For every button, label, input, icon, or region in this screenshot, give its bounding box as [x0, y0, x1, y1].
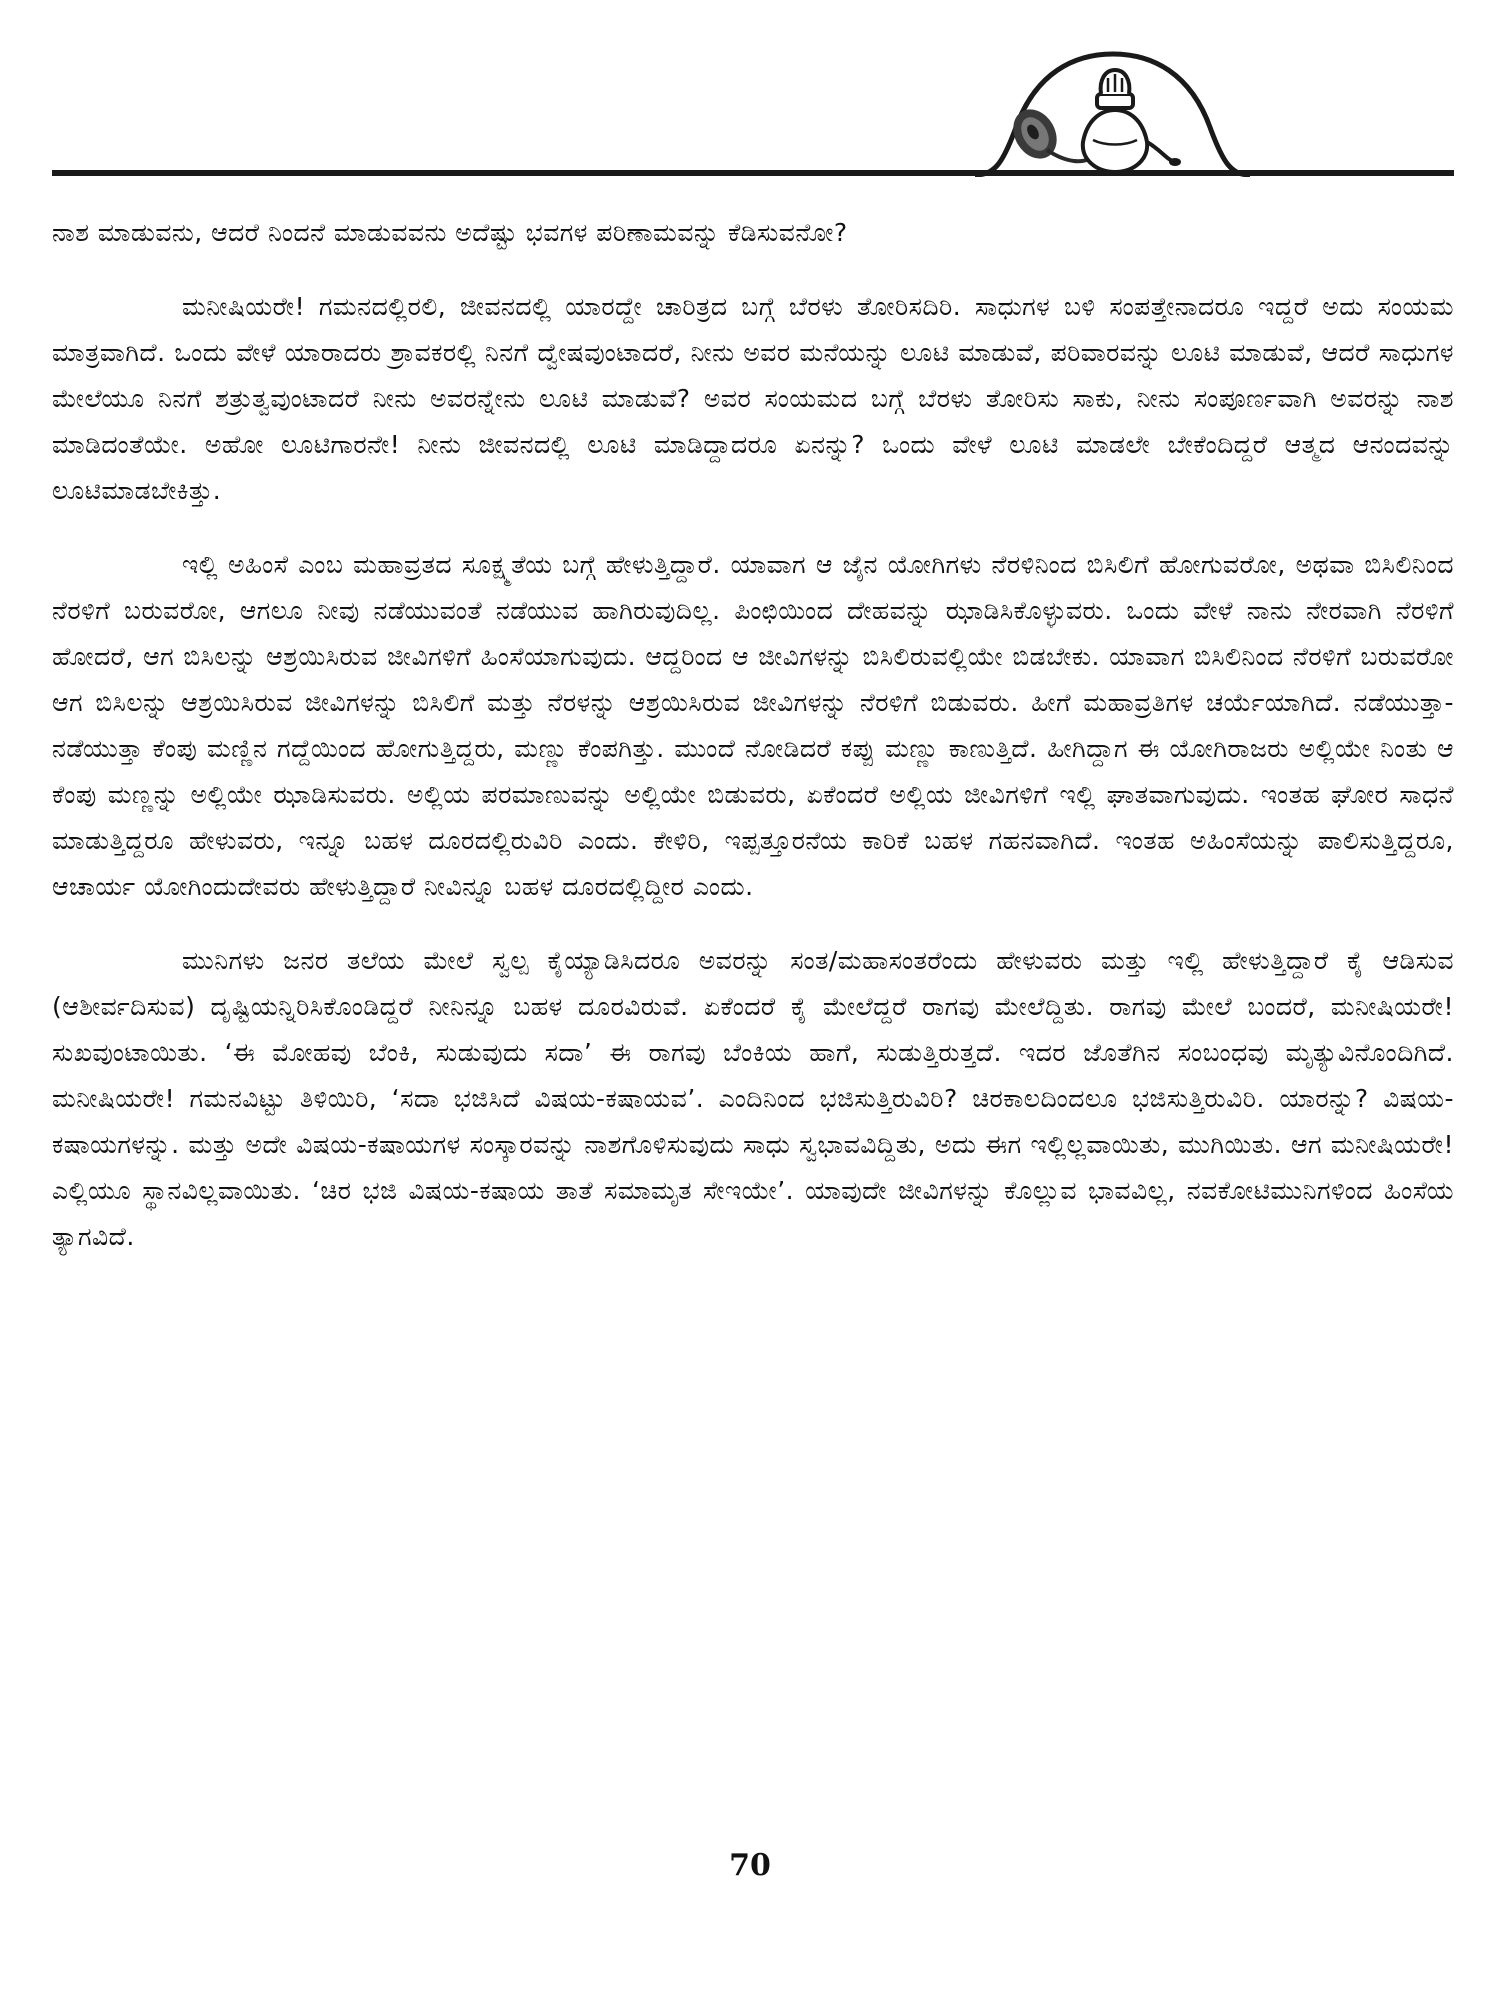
- kalasha-with-coconut-icon: [1005, 70, 1181, 172]
- header-rule: [52, 170, 1454, 176]
- paragraph: ನಾಶ ಮಾಡುವನು, ಆದರೆ ನಿಂದನೆ ಮಾಡುವವನು ಅದೆಷ್ಟು ಭವಗಳ ಪರಿಣಾಮವನ್ನು ಕೆಡಿಸುವನೋ?: [52, 218, 848, 247]
- page-number: 70: [729, 1848, 771, 1883]
- header-emblem: [975, 42, 1250, 177]
- paragraph: ಮನೀಷಿಯರೇ! ಗಮನದಲ್ಲಿರಲಿ, ಜೀವನದಲ್ಲಿ ಯಾರದ್ದೇ ಚಾರಿತ್ರದ ಬಗ್ಗೆ ಬೆರಳು ತೋರಿಸದಿರಿ. ಸಾಧುಗಳ ಬಳಿ ಸಂಪತ್ತೇನಾದರೂ ಇದ್ದರೆ ಅದು ಸಂಯಮ ಮಾತ್ರವಾಗಿದೆ. ಒಂದು ವೇಳೆ ಯಾರಾದರು ಶ್ರಾವಕರಲ್ಲಿ ನಿನಗೆ ದ್ವೇಷವುಂಟಾದರೆ, ನೀನು ಅವರ ಮನೆಯನ್ನು ಲೂಟಿ ಮಾಡುವೆ, ಪರಿವಾರವನ್ನು ಲೂಟಿ ಮಾಡುವೆ, ಆದರೆ ಸಾಧುಗಳ ಮೇಲೆಯೂ ನಿನಗೆ ಶತ್ರುತ್ವವುಂಟಾದರೆ ನೀನು ಅವರನ್ನೇನು ಲೂಟಿ ಮಾಡುವೆ? ಅವರ ಸಂಯಮದ ಬಗ್ಗೆ ಬೆರಳು ತೋರಿಸು ಸಾಕು, ನೀನು ಸಂಪೂರ್ಣವಾಗಿ ಅವರನ್ನು ನಾಶ ಮಾಡಿದಂತೆಯೇ. ಅಹೋ ಲೂಟಿಗಾರನೇ! ನೀನು ಜೀವನದಲ್ಲಿ ಲೂಟಿ ಮಾಡಿದ್ದಾದರೂ ಏನನ್ನು? ಒಂದು ವೇಳೆ ಲೂಟಿ ಮಾಡಲೇ ಬೇಕೆಂದಿದ್ದರೆ ಆತ್ಮದ ಆನಂದವನ್ನು ಲೂಟಿಮಾಡಬೇಕಿತ್ತು.: [52, 292, 1454, 505]
- paragraph: ಇಲ್ಲಿ ಅಹಿಂಸೆ ಎಂಬ ಮಹಾವ್ರತದ ಸೂಕ್ಷ್ಮತೆಯ ಬಗ್ಗೆ ಹೇಳುತ್ತಿದ್ದಾರೆ. ಯಾವಾಗ ಆ ಜೈನ ಯೋಗಿಗಳು ನೆರಳಿನಿಂದ ಬಿಸಿಲಿಗೆ ಹೋಗುವರೋ, ಅಥವಾ ಬಿಸಿಲಿನಿಂದ ನೆರಳಿಗೆ ಬರುವರೋ, ಆಗಲೂ ನೀವು ನಡೆಯುವಂತೆ ನಡೆಯುವ ಹಾಗಿರುವುದಿಲ್ಲ. ಪಿಂಛಿಯಿಂದ ದೇಹವನ್ನು ಝಾಡಿಸಿಕೊಳ್ಳುವರು. ಒಂದು ವೇಳೆ ನಾನು ನೇರವಾಗಿ ನೆರಳಿಗೆ ಹೋದರೆ, ಆಗ ಬಿಸಿಲನ್ನು ಆಶ್ರಯಿಸಿರುವ ಜೀವಿಗಳಿಗೆ ಹಿಂಸೆಯಾಗುವುದು. ಆದ್ದರಿಂದ ಆ ಜೀವಿಗಳನ್ನು ಬಿಸಿಲಿರುವಲ್ಲಿಯೇ ಬಿಡಬೇಕು. ಯಾವಾಗ ಬಿಸಿಲಿನಿಂದ ನೆರಳಿಗೆ ಬರುವರೋ ಆಗ ಬಿಸಿಲನ್ನು ಆಶ್ರಯಿಸಿರುವ ಜೀವಿಗಳನ್ನು ಬಿಸಿಲಿಗೆ ಮತ್ತು ನೆರಳನ್ನು ಆಶ್ರಯಿಸಿರುವ ಜೀವಿಗಳನ್ನು ನೆರಳಿಗೆ ಬಿಡುವರು. ಹೀಗೆ ಮಹಾವ್ರತಿಗಳ ಚರ್ಯೆಯಾಗಿದೆ. ನಡೆಯುತ್ತಾ-ನಡೆಯುತ್ತಾ ಕೆಂಪು ಮಣ್ಣಿನ ಗದ್ದೆಯಿಂದ ಹೋಗುತ್ತಿದ್ದರು, ಮಣ್ಣು ಕೆಂಪಗಿತ್ತು. ಮುಂದೆ ನೋಡಿದರೆ ಕಪ್ಪು ಮಣ್ಣು ಕಾಣುತ್ತಿದೆ. ಹೀಗಿದ್ದಾಗ ಈ ಯೋಗಿರಾಜರು ಅಲ್ಲಿಯೇ ನಿಂತು ಆ ಕೆಂಪು ಮಣ್ಣನ್ನು ಅಲ್ಲಿಯೇ ಝಾಡಿಸುವರು. ಅಲ್ಲಿಯ ಪರಮಾಣುವನ್ನು ಅಲ್ಲಿಯೇ ಬಿಡುವರು, ಏಕೆಂದರೆ ಅಲ್ಲಿಯ ಜೀವಿಗಳಿಗೆ ಇಲ್ಲಿ ಘಾತವಾಗುವುದು. ಇಂತಹ ಘೋರ ಸಾಧನೆ ಮಾಡುತ್ತಿದ್ದರೂ ಹೇಳುವರು, ಇನ್ನೂ ಬಹಳ ದೂರದಲ್ಲಿರುವಿರಿ ಎಂದು. ಕೇಳಿರಿ, ಇಪ್ಪತ್ತೂರನೆಯ ಕಾರಿಕೆ ಬಹಳ ಗಹನವಾಗಿದೆ. ಇಂತಹ ಅಹಿಂಸೆಯನ್ನು ಪಾಲಿಸುತ್ತಿದ್ದರೂ, ಆಚಾರ್ಯ ಯೋಗಿಂದುದೇವರು ಹೇಳುತ್ತಿದ್ದಾರೆ ನೀವಿನ್ನೂ ಬಹಳ ದೂರದಲ್ಲಿದ್ದೀರ ಎಂದು.: [52, 550, 1454, 901]
- paragraph: ಮುನಿಗಳು ಜನರ ತಲೆಯ ಮೇಲೆ ಸ್ವಲ್ಪ ಕೈಯ್ಯಾಡಿಸಿದರೂ ಅವರನ್ನು ಸಂತ/ಮಹಾಸಂತರೆಂದು ಹೇಳುವರು ಮತ್ತು ಇಲ್ಲಿ ಹೇಳುತ್ತಿದ್ದಾರೆ ಕೈ ಆಡಿಸುವ (ಆಶೀರ್ವದಿಸುವ) ದೃಷ್ಟಿಯನ್ನಿರಿಸಿಕೊಂಡಿದ್ದರೆ ನೀನಿನ್ನೂ ಬಹಳ ದೂರವಿರುವೆ. ಏಕೆಂದರೆ ಕೈ ಮೇಲೆದ್ದರೆ ರಾಗವು ಮೇಲೆದ್ದಿತು. ರಾಗವು ಮೇಲೆ ಬಂದರೆ, ಮನೀಷಿಯರೇ! ಸುಖವುಂಟಾಯಿತು. ‘ಈ ಮೋಹವು ಬೆಂಕಿ, ಸುಡುವುದು ಸದಾ’ ಈ ರಾಗವು ಬೆಂಕಿಯ ಹಾಗೆ, ಸುಡುತ್ತಿರುತ್ತದೆ. ಇದರ ಜೊತೆಗಿನ ಸಂಬಂಧವು ಮೃತ್ಯುವಿನೊಂದಿಗಿದೆ. ಮನೀಷಿಯರೇ! ಗಮನವಿಟ್ಟು ತಿಳಿಯಿರಿ, ‘ಸದಾ ಭಜಿಸಿದೆ ವಿಷಯ-ಕಷಾಯವ’. ಎಂದಿನಿಂದ ಭಜಿಸುತ್ತಿರುವಿರಿ? ಚಿರಕಾಲದಿಂದಲೂ ಭಜಿಸುತ್ತಿರುವಿರಿ. ಯಾರನ್ನು? ವಿಷಯ-ಕಷಾಯಗಳನ್ನು. ಮತ್ತು ಅದೇ ವಿಷಯ-ಕಷಾಯಗಳ ಸಂಸ್ಕಾರವನ್ನು ನಾಶಗೊಳಿಸುವುದು ಸಾಧು ಸ್ವಭಾವವಿದ್ದಿತು, ಅದು ಈಗ ಇಲ್ಲಿಲ್ಲವಾಯಿತು, ಮುಗಿಯಿತು. ಆಗ ಮನೀಷಿಯರೇ! ಎಲ್ಲಿಯೂ ಸ್ಥಾನವಿಲ್ಲವಾಯಿತು. ‘ಚಿರ ಭಜಿ ವಿಷಯ-ಕಷಾಯ ತಾತೆ ಸಮಾಮೃತ ಸೇಇಯೇ’. ಯಾವುದೇ ಜೀವಿಗಳನ್ನು ಕೊಲ್ಲುವ ಭಾವವಿಲ್ಲ, ನವಕೋಟಿಮುನಿಗಳಿಂದ ಹಿಂಸೆಯ ತ್ಯಾಗವಿದೆ.: [52, 946, 1454, 1251]
- page-content: [52, 210, 1454, 1288]
